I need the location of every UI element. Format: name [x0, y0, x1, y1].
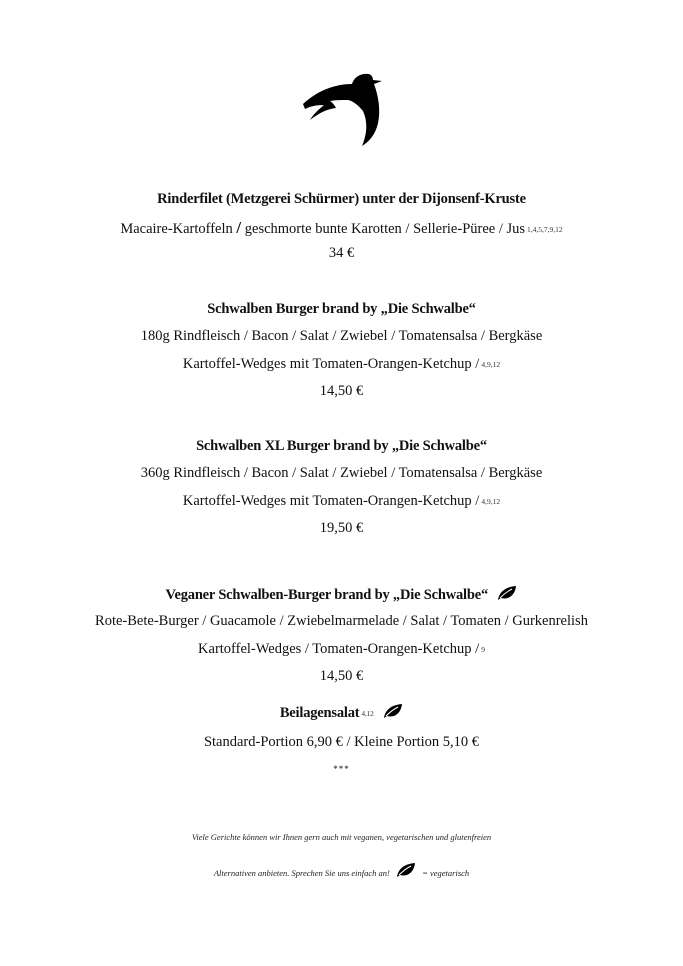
dish-description: 360g Rindfleisch / Bacon / Salat / Zwiebel / Tomatensalsa / Bergkäse: [140, 465, 543, 481]
allergen-codes: 4,9,12: [481, 360, 501, 369]
dish-description: 180g Rindfleisch / Bacon / Salat / Zwiebel / Tomatensalsa / Bergkäse: [140, 328, 543, 344]
separator-stars: ***: [333, 764, 350, 774]
dish-side: [0, 493, 683, 510]
footer-legend: [0, 862, 683, 880]
footer-legend-meaning: = vegetarisch: [422, 868, 470, 878]
dish-description-part: geschmorte bunte Karotten / Sellerie-Püree / Jus: [244, 221, 526, 237]
dish-title-text: Beilagensalat: [279, 705, 360, 721]
dish-description: [0, 218, 683, 238]
footer-note: Viele Gerichte können wir Ihnen gern auch mit veganen, vegetarischen und glutenfreien: [191, 832, 492, 842]
allergen-codes: 9: [481, 645, 485, 654]
footer-legend-text: Alternativen anbieten. Sprechen Sie uns einfach an!: [213, 868, 390, 878]
dish-title-xl-burger: Schwalben XL Burger brand by „Die Schwalbe“: [196, 438, 487, 454]
allergen-codes: 1,4,5,7,9,12: [527, 225, 563, 234]
leaf-icon: [383, 703, 403, 724]
dish-title-burger: Schwalben Burger brand by „Die Schwalbe“: [207, 301, 476, 317]
dish-price: 34 €: [328, 245, 355, 261]
allergen-codes: 4,12: [361, 709, 374, 718]
dish-price: 14,50 €: [319, 668, 364, 684]
dish-description: Standard-Portion 6,90 € / Kleine Portion 5,10 €: [203, 734, 480, 750]
dish-price: 14,50 €: [319, 383, 364, 399]
dish-title-rinderfilet: Rinderfilet (Metzgerei Schürmer) unter der Dijonsenf-Kruste: [157, 191, 526, 207]
slash-separator: /: [236, 218, 242, 237]
dish-side-text: Kartoffel-Wedges mit Tomaten-Orangen-Ketchup /: [182, 493, 480, 509]
dish-title-vegan-burger: [0, 585, 683, 606]
swallow-logo: [300, 70, 384, 150]
dish-price: 19,50 €: [319, 520, 364, 536]
allergen-codes: 4,9,12: [481, 497, 501, 506]
dish-side: [0, 356, 683, 373]
dish-title-salad: [0, 703, 683, 724]
dish-description-part: Macaire-Kartoffeln: [120, 221, 233, 237]
dish-side-text: Kartoffel-Wedges / Tomaten-Orangen-Ketchup /: [198, 641, 480, 657]
dish-side: [0, 641, 683, 658]
dish-description: Rote-Bete-Burger / Guacamole / Zwiebelmarmelade / Salat / Tomaten / Gurkenrelish: [95, 613, 588, 629]
dish-side-text: Kartoffel-Wedges mit Tomaten-Orangen-Ketchup /: [182, 356, 480, 372]
swallow-icon: [300, 70, 384, 150]
leaf-icon: [396, 862, 416, 880]
dish-title-text: Veganer Schwalben-Burger brand by „Die Schwalbe“: [165, 587, 489, 603]
leaf-icon: [497, 585, 517, 606]
